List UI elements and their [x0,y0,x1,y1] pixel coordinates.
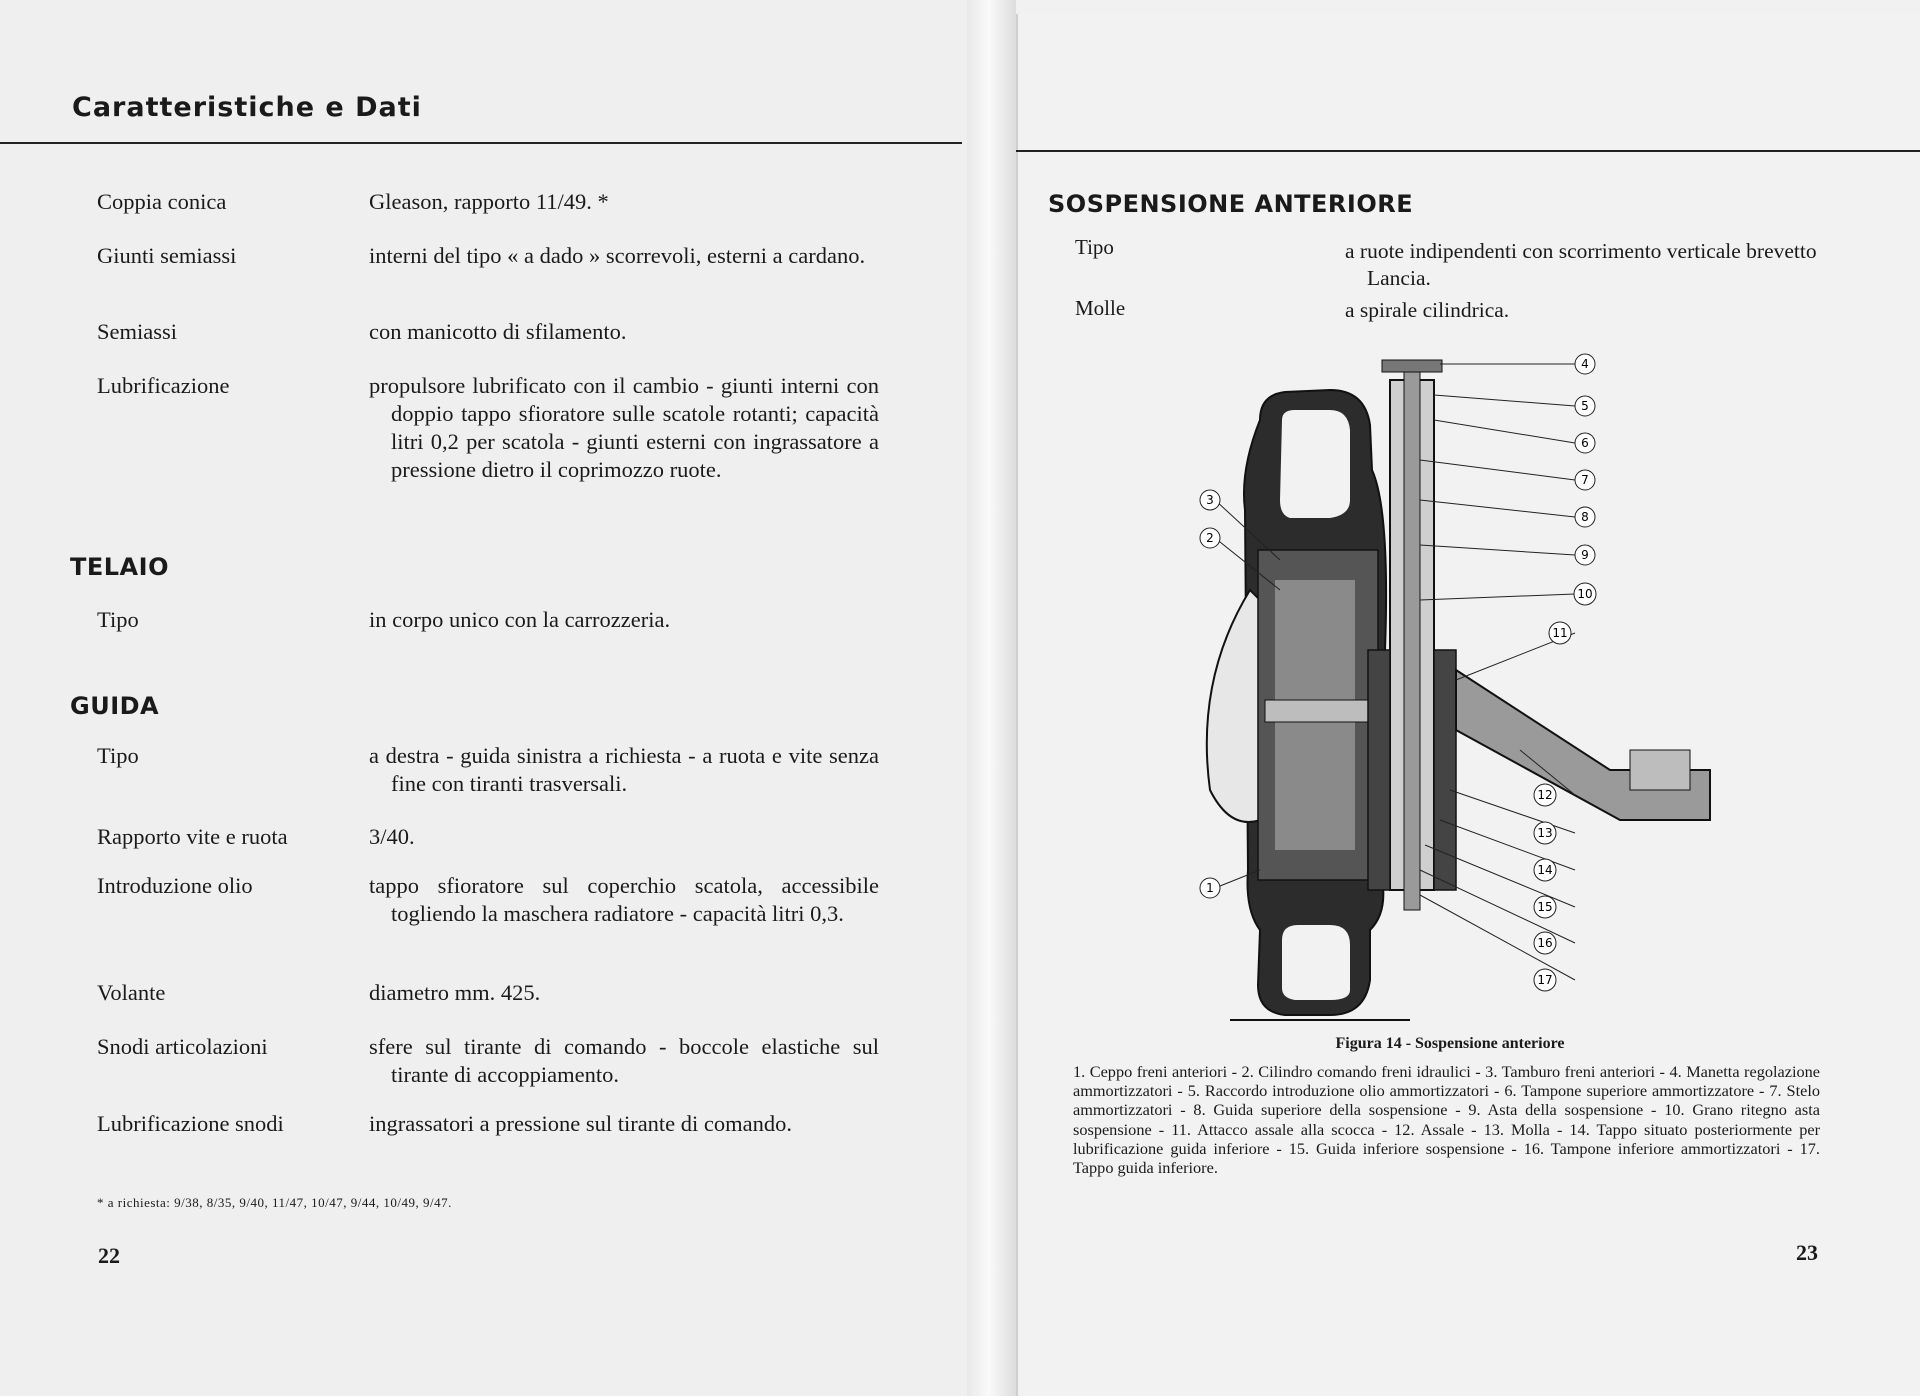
section-title-sospensione: SOSPENSIONE ANTERIORE [1048,190,1414,218]
svg-text:13: 13 [1537,826,1553,840]
spec-label: Semiassi [97,319,178,344]
book-gutter [967,0,1016,1396]
spec-value: 3/40. [369,824,415,849]
axle-shaft [1265,700,1385,722]
callout-13 [1534,822,1556,844]
section-title-telaio: TELAIO [70,553,169,581]
spec-label: Lubrificazione snodi [97,1111,284,1136]
callout-2 [1200,528,1220,548]
callout-16 [1534,932,1556,954]
svg-text:7: 7 [1581,473,1589,487]
svg-text:15: 15 [1537,900,1553,914]
svg-text:16: 16 [1537,936,1553,950]
page-header-title: Caratteristiche e Dati [72,92,422,123]
svg-text:2: 2 [1206,531,1214,545]
footnote: * a richiesta: 9/38, 8/35, 9/40, 11/47, 10/47, 9/44, 10/49, 9/47. [97,1195,452,1210]
callout-12 [1534,784,1556,806]
suspension-diagram [1190,350,1750,1030]
spec-value: a destra - guida sinistra a richiesta - a ruota e vite senza fine con tiranti trasversali. [369,743,879,796]
tire-hollow-top [1280,410,1350,518]
spec-label: Tipo [97,607,139,632]
suspension-shaft [1404,370,1420,910]
svg-text:3: 3 [1206,493,1214,507]
spec-value: sfere sul tirante di comando - boccole elastiche sul tirante di accoppiamento. [369,1034,879,1087]
svg-text:6: 6 [1581,436,1589,450]
spec-value: in corpo unico con la carrozzeria. [369,607,671,632]
callout-7 [1575,470,1595,490]
hub-cap [1207,590,1260,822]
axle-arm [1456,670,1710,820]
callout-4 [1575,354,1595,374]
svg-text:14: 14 [1537,863,1553,877]
spec-label: Tipo [1075,235,1114,259]
callout-6 [1575,433,1595,453]
page-number-left: 22 [98,1243,120,1268]
spec-label: Coppia conica [97,189,227,214]
callout-8 [1575,507,1595,527]
svg-text:8: 8 [1581,510,1589,524]
callout-14 [1534,859,1556,881]
spec-value: con manicotto di sfilamento. [369,319,627,344]
adjust-lever [1382,360,1442,372]
svg-text:4: 4 [1581,357,1589,371]
spec-label: Introduzione olio [97,873,253,898]
spec-value: tappo sfioratore sul coperchio scatola, accessibile togliendo la maschera radiatore - capacità litri 0,3. [369,873,879,926]
callout-17 [1534,969,1556,991]
spec-value: a spirale cilindrica. [1345,298,1510,322]
svg-text:12: 12 [1537,788,1553,802]
svg-text:1: 1 [1206,881,1214,895]
spec-label: Rapporto vite e ruota [97,824,288,849]
spec-label: Snodi articolazioni [97,1034,268,1059]
callout-3 [1200,490,1220,510]
spec-value: a ruote indipendenti con scorrimento verticale brevetto Lancia. [1345,239,1817,290]
spec-label: Giunti semiassi [97,243,237,268]
callout-10 [1574,583,1596,605]
spec-value: diametro mm. 425. [369,980,541,1005]
section-title-guida: GUIDA [70,692,160,720]
spec-label: Tipo [97,743,139,768]
callout-5 [1575,396,1595,416]
spec-value: interni del tipo « a dado » scorrevoli, esterni a cardano. [369,243,866,268]
callout-15 [1534,896,1556,918]
spec-value: Gleason, rapporto 11/49. * [369,189,609,214]
spec-value: ingrassatori a pressione sul tirante di comando. [369,1111,793,1136]
page-number-right: 23 [1796,1240,1818,1265]
figure-caption-body: 1. Ceppo freni anteriori - 2. Cilindro comando freni idraulici - 3. Tamburo freni anteriori - 4. Manetta regolazione ammortizzatori - 5. Raccordo introduzione olio ammortizzatori - 6. Tampone superiore ammortizzatore - 7. Stelo ammortizzatori - 8. Guida superiore della sospensione - 9. Asta della sospensione - 10. Grano ritegno asta sospensione - 11. Attacco assale alla scocca - 12. Assale - 13. Molla - 14. Tappo situato posteriormente per lubrificazione guida inferiore - 15. Guida inferiore sospensione - 16. Tampone inferiore ammortizzatori - 17. Tappo guida inferiore. [1073,1062,1820,1178]
svg-text:11: 11 [1552,626,1568,640]
svg-text:17: 17 [1537,973,1553,987]
figure-caption-title: Figura 14 - Sospensione anteriore [1335,1035,1565,1052]
callout-11 [1549,622,1571,644]
spec-label: Molle [1075,296,1126,320]
tire-hollow-bottom [1282,925,1350,1000]
header-rule-right [1016,150,1920,152]
spec-label: Lubrificazione [97,373,230,398]
callout-9 [1575,545,1595,565]
spec-label: Volante [97,980,166,1005]
axle-mount [1630,750,1690,790]
callout-1 [1200,878,1220,898]
svg-text:9: 9 [1581,548,1589,562]
svg-text:5: 5 [1581,399,1589,413]
svg-text:10: 10 [1577,587,1593,601]
header-rule [0,142,962,144]
spec-value: propulsore lubrificato con il cambio - giunti interni con doppio tappo sfioratore sulle scatole rotanti; capacità litri 0,2 per scatola - giunti esterni con ingrassatore a pressione dietro il coprimozzo ruote. [369,373,879,482]
